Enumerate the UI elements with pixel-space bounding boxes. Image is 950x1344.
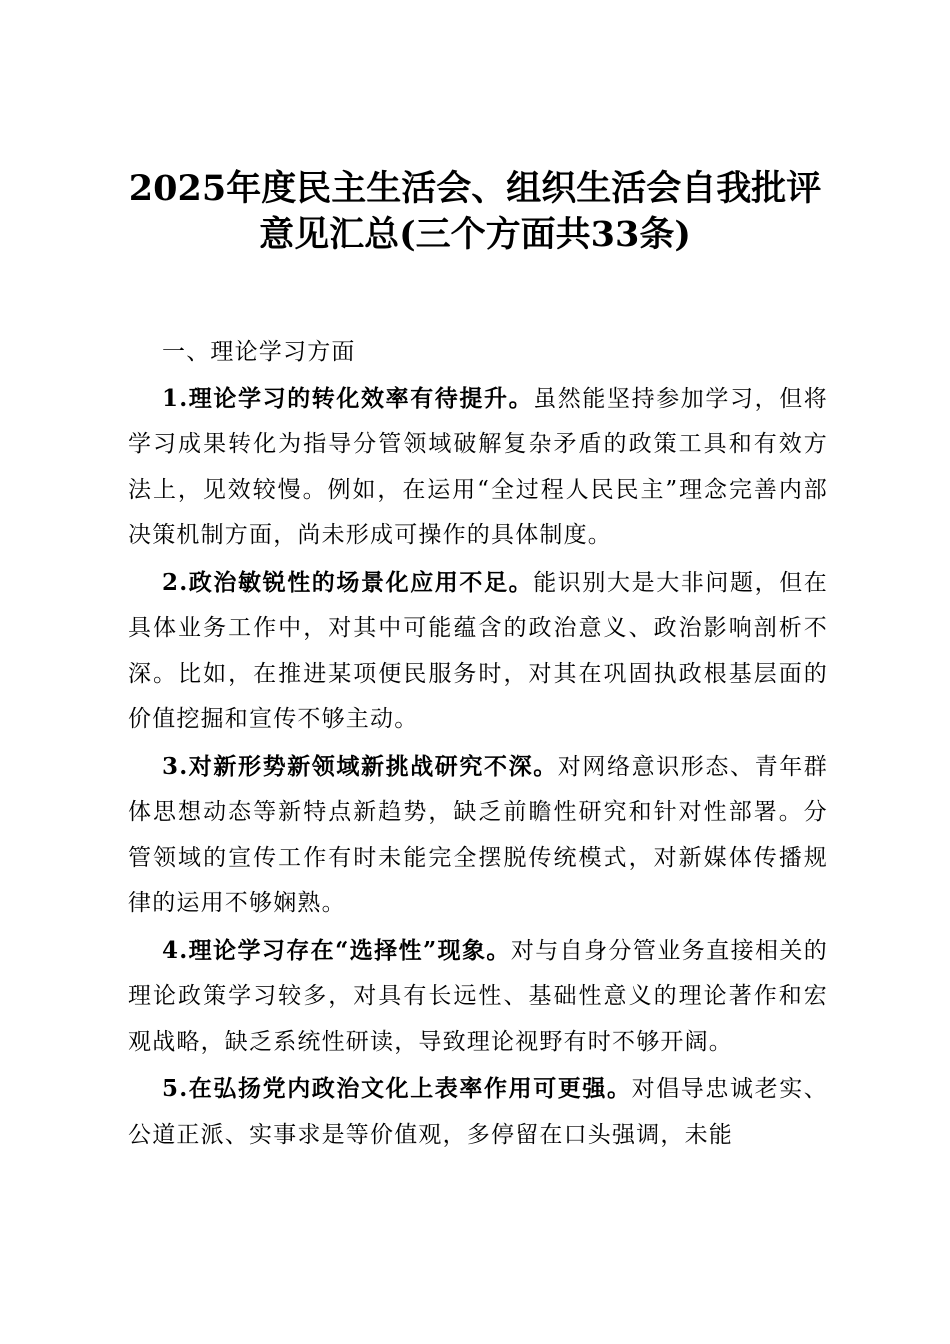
list-item [128, 1066, 828, 1158]
item-lead: 2.政治敏锐性的场景化应用不足。 [162, 568, 534, 596]
item-lead: 3.对新形势新领域新挑战研究不深。 [162, 752, 558, 780]
list-item [128, 928, 828, 1066]
document-body [128, 330, 828, 1159]
list-item [128, 744, 828, 927]
item-lead: 5.在弘扬党内政治文化上表率作用可更强。 [162, 1075, 632, 1102]
item-text: 对倡导忠诚老实、公道正派、实事求是等价值观，多停留在口头强调，未能 [128, 1076, 828, 1148]
item-lead: 1.理论学习的转化效率有待提升。 [162, 384, 534, 412]
list-item [128, 560, 828, 743]
document-title: 2025年度民主生活会、组织生活会自我批评意见汇总(三个方面共33条) [128, 168, 822, 255]
item-text: 对与自身分管业务直接相关的理论政策学习较多，对具有长远性、基础性意义的理论著作和宏观战略，缺乏系统性研读，导致理论视野有时不够开阔。 [128, 937, 829, 1055]
item-text: 对网络意识形态、青年群体思想动态等新特点新趋势，缺乏前瞻性研究和针对性部署。分管领域的宣传工作有时未能完全摆脱传统模式，对新媒体传播规律的运用不够娴熟。 [128, 753, 828, 916]
list-item [128, 376, 828, 559]
item-text: 虽然能坚持参加学习，但将学习成果转化为指导分管领域破解复杂矛盾的政策工具和有效方法上，见效较慢。例如，在运用“全过程人民民主”理念完善内部决策机制方面，尚未形成可操作的具体制度。 [128, 385, 828, 548]
item-text: 能识别大是大非问题，但在具体业务工作中，对其中可能蕴含的政治意义、政治影响剖析不深。比如，在推进某项便民服务时，对其在巩固执政根基层面的价值挖掘和宣传不够主动。 [128, 569, 828, 732]
section-heading: 一、理论学习方面 [162, 339, 356, 365]
item-lead: 4.理论学习存在“选择性”现象。 [162, 936, 511, 964]
